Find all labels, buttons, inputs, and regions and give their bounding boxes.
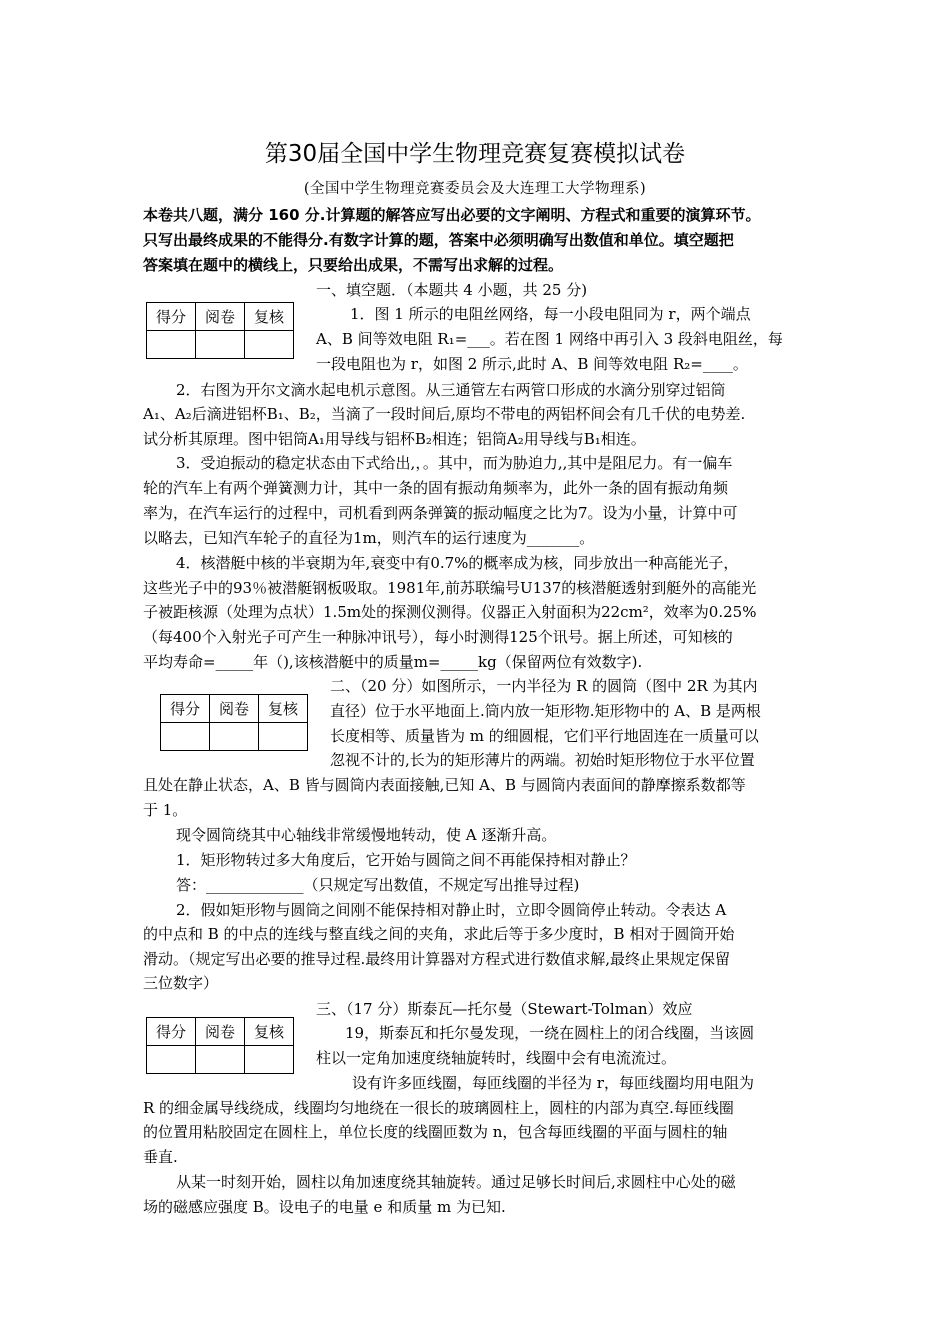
q3-line-2: 轮的汽车上有两个弹簧测力计，其中一条的固有振动角频率为，此外一条的固有振动角频 <box>143 479 729 497</box>
s2-line-4: 忽视不计的,长为的矩形薄片的两端。初始时矩形物位于水平位置 <box>330 751 755 769</box>
score-header-defen: 得分 <box>161 695 210 723</box>
intro-line-1: 本卷共八题，满分 160 分.计算题的解答应写出必要的文字阐明、方程式和重要的演算环节。 <box>143 206 761 224</box>
s3-line-2: 19，斯泰瓦和托尔曼发现，一绕在圆柱上的闭合线圈，当该圆 <box>345 1024 755 1042</box>
q4-line-3: 子被距核源（处理为点状）1.5m处的探测仪测得。仪器正入射面积为22cm²，效率为0.25% <box>143 603 757 621</box>
score-cell <box>210 723 259 751</box>
s3-line-3: 柱以一定角加速度绕轴旋转时，线圈中会有电流流过。 <box>316 1049 677 1067</box>
score-header-yuejuan: 阅卷 <box>210 695 259 723</box>
score-header-yuejuan: 阅卷 <box>196 1018 245 1046</box>
q2-line-3: 试分析其原理。图中铝筒A₁用导线与铝杯B₂相连；铝筒A₂用导线与B₁相连。 <box>143 430 646 448</box>
q1-line-3: 一段电阻也为 r，如图 2 所示,此时 A、B 间等效电阻 R₂=____。 <box>316 355 748 373</box>
s3-line-9: 场的磁感应强度 B。设电子的电量 e 和质量 m 为已知. <box>143 1198 506 1216</box>
q1-line-1: 1．图 1 所示的电阻丝网络，每一小段电阻同为 r，两个端点 <box>350 305 751 323</box>
page-title: 第30届全国中学生物理竞赛复赛模拟试卷 <box>264 141 686 167</box>
score-table-2 <box>160 694 308 751</box>
affiliation: (全国中学生物理竞赛委员会及大连理工大学物理系) <box>303 181 647 197</box>
s2-line-7: 现令圆筒绕其中心轴线非常缓慢地转动，使 A 逐渐升高。 <box>176 826 557 844</box>
s2-line-12: 滑动。（规定写出必要的推导过程.最终用计算器对方程式进行数值求解,最终止果规定保留 <box>143 950 731 968</box>
s2-line-10: 2．假如矩形物与圆筒之间刚不能保持相对静止时，立即令圆筒停止转动。令表达 A <box>176 901 727 919</box>
s2-line-2: 直径）位于水平地面上.筒内放一矩形物.矩形物中的 A、B 是两根 <box>330 702 761 720</box>
score-header-fuhe: 复核 <box>259 695 308 723</box>
s2-line-3: 长度相等、质量皆为 m 的细圆棍，它们平行地固连在一质量可以 <box>330 727 759 745</box>
score-cell <box>245 331 294 359</box>
s2-line-8: 1．矩形物转过多大角度后，它开始与圆筒之间不再能保持相对静止？ <box>176 851 636 869</box>
score-cell <box>147 331 196 359</box>
score-header-defen: 得分 <box>147 303 196 331</box>
score-cell <box>161 723 210 751</box>
score-table-3 <box>146 1017 294 1074</box>
score-cell <box>196 331 245 359</box>
q4-line-4: （每400个入射光子可产生一种脉冲讯号），每小时测得125个讯号。据上所述，可知核的 <box>143 628 733 646</box>
s3-line-4: 设有许多匝线圈，每匝线圈的半径为 r，每匝线圈均用电阻为 <box>352 1074 754 1092</box>
intro-line-2: 只写出最终成果的不能得分.有数字计算的题，答案中必须明确写出数值和单位。填空题把 <box>143 231 734 249</box>
score-cell <box>245 1046 294 1074</box>
s2-line-5: 且处在静止状态，A、B 皆与圆筒内表面接触,已知 A、B 与圆筒内表面间的静摩擦系数都等 <box>143 776 746 794</box>
q3-line-3: 率为，在汽车运行的过程中，司机看到两条弹簧的振动幅度之比为7。设为小量，计算中可 <box>143 504 738 522</box>
q4-line-1: 4．核潜艇中核的半衰期为年,衰变中有0.7%的概率成为核，同步放出一种高能光子， <box>176 554 739 572</box>
score-table-1 <box>146 302 294 359</box>
score-header-fuhe: 复核 <box>245 303 294 331</box>
intro-line-3: 答案填在题中的横线上，只要给出成果，不需写出求解的过程。 <box>143 256 564 274</box>
q1-line-2: A、B 间等效电阻 R₁=___。若在图 1 网络中再引入 3 段斜电阻丝，每 <box>316 330 783 348</box>
q2-line-1: 2．右图为开尔文滴水起电机示意图。从三通管左右两管口形成的水滴分别穿过铝筒 <box>176 381 726 399</box>
score-cell <box>259 723 308 751</box>
q4-line-5: 平均寿命=_____年（),该核潜艇中的质量m=_____kg（保留两位有效数字). <box>143 653 643 671</box>
s2-line-13: 三位数字） <box>143 974 219 992</box>
q3-line-4: 以略去，已知汽车轮子的直径为1m，则汽车的运行速度为_______。 <box>143 529 595 547</box>
score-header-fuhe: 复核 <box>245 1018 294 1046</box>
section1-heading: 一、填空题．（本题共 4 小题，共 25 分) <box>316 281 588 299</box>
q4-line-2: 这些光子中的93％被潜艇钢板吸取。1981年,前苏联编号U137的核潜艇透射到艇外的高能光 <box>143 579 757 597</box>
s3-line-8: 从某一时刻开始，圆柱以角加速度绕其轴旋转。通过足够长时间后,求圆柱中心处的磁 <box>176 1173 736 1191</box>
s3-line-5: R 的细金属导线绕成，线圈均匀地绕在一很长的玻璃圆柱上，圆柱的内部为真空.每匝线圈 <box>143 1099 734 1117</box>
score-header-defen: 得分 <box>147 1018 196 1046</box>
score-cell <box>147 1046 196 1074</box>
score-cell <box>196 1046 245 1074</box>
s2-answer-line: 答：_____________（只规定写出数值，不规定写出推导过程) <box>176 876 580 894</box>
s2-line-1: 二、（20 分）如图所示，一内半径为 R 的圆筒（图中 2R 为其内 <box>330 677 758 695</box>
s3-heading: 三、（17 分）斯泰瓦—托尔曼（Stewart-Tolman）效应 <box>316 1000 693 1018</box>
q3-line-1: 3．受迫振动的稳定状态由下式给出,，。其中，而为胁迫力,,其中是阻尼力。有一偏车 <box>176 454 733 472</box>
s3-line-7: 垂直. <box>143 1148 178 1166</box>
s3-line-6: 的位置用粘胶固定在圆柱上，单位长度的线圈匝数为 n，包含每匝线圈的平面与圆柱的轴 <box>143 1123 728 1141</box>
q2-line-2: A₁、A₂后滴进铝杯B₁、B₂，当滴了一段时间后,原均不带电的两铝杯间会有几千伏的电势差. <box>143 405 746 423</box>
s2-line-11: 的中点和 B 的中点的连线与整直线之间的夹角，求此后等于多少度时，B 相对于圆筒开始 <box>143 925 735 943</box>
s2-line-6: 于 1。 <box>143 801 188 819</box>
score-header-yuejuan: 阅卷 <box>196 303 245 331</box>
